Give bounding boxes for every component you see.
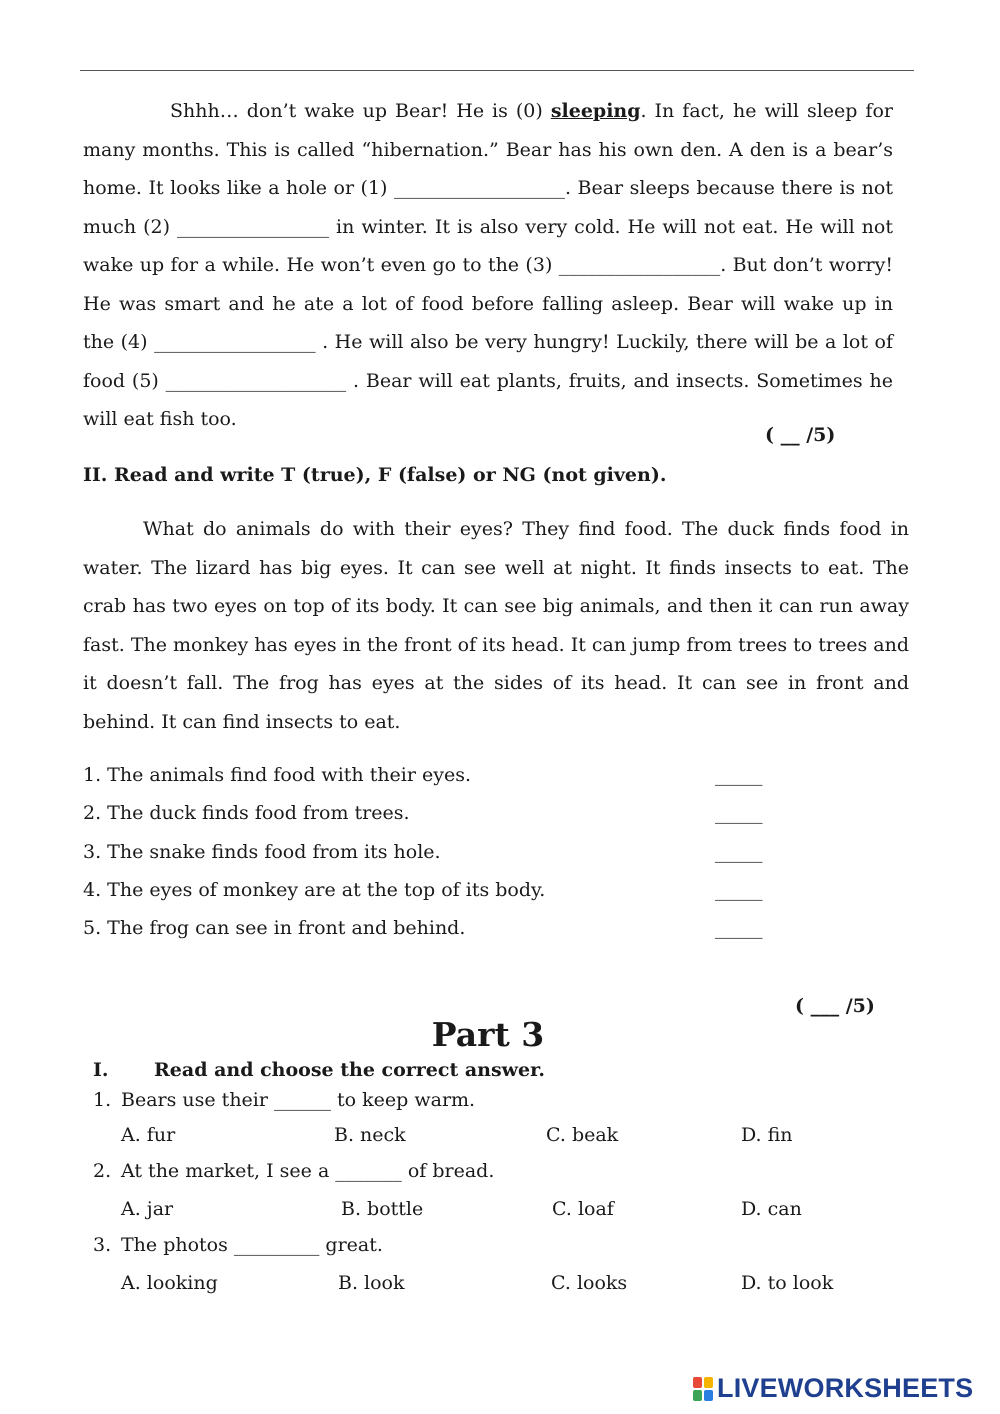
answer-blank-5[interactable]: _____ xyxy=(715,917,763,939)
liveworksheets-logo[interactable] xyxy=(693,1373,973,1404)
eyes-passage xyxy=(83,510,909,741)
statement-5: 5. The frog can see in front and behind. xyxy=(83,917,466,939)
option-1c[interactable]: C. beak xyxy=(546,1124,619,1146)
option-3b[interactable]: B. look xyxy=(338,1272,405,1294)
statement-2: 2. The duck finds food from trees. xyxy=(83,802,410,824)
question-stem-3: The photos _________ great. xyxy=(121,1234,383,1256)
option-2a[interactable]: A. jar xyxy=(121,1198,174,1220)
statement-3: 3. The snake finds food from its hole. xyxy=(83,841,441,863)
logo-block xyxy=(704,1377,713,1388)
option-2b[interactable]: B. bottle xyxy=(341,1198,424,1220)
option-1a[interactable]: A. fur xyxy=(121,1124,176,1146)
section-heading-2: II. Read and write T (true), F (false) or NG (not given). xyxy=(83,464,667,486)
score-part-2: ( ___ /5) xyxy=(795,995,875,1017)
question-stem-2: At the market, I see a _______ of bread. xyxy=(121,1160,495,1182)
option-3c[interactable]: C. looks xyxy=(551,1272,628,1294)
logo-block xyxy=(704,1390,713,1401)
answer-blank-1[interactable]: _____ xyxy=(715,764,763,786)
logo-block xyxy=(693,1377,702,1388)
option-2c[interactable]: C. loaf xyxy=(552,1198,614,1220)
statement-1: 1. The animals find food with their eyes. xyxy=(83,764,472,786)
option-1b[interactable]: B. neck xyxy=(334,1124,406,1146)
logo-block xyxy=(693,1390,702,1401)
eyes-passage-text: What do animals do with their eyes? They find food. The duck finds food in water. The lizard has big eyes. It can see well at night. It finds insects to eat. The crab has two eyes on top of its body. It can see big animals, and then it can run away fast. The monkey has eyes in the front of its head. It can jump from trees to trees and it doesn’t fall. The frog has eyes at the sides of its head. It can see in front and behind. It can find insects to eat. xyxy=(83,518,909,733)
option-3a[interactable]: A. looking xyxy=(121,1272,218,1294)
question-number-1: 1. xyxy=(93,1089,112,1111)
passage-text-b: . In fact, he will sleep for many months. This is called “hibernation.” Bear has his own den. A den is a bear’s home. It looks like a hole or (1) __________________. Bear sleeps because there is not much (2) ________________ in winter. It is also very cold. He will not eat. He will not wake up for a while. He won’t even go to the (3) _________________. But don’t worry! He was smart and he ate a lot of food before falling asleep. Bear will wake up in the (4) _________________ . He will also be very hungry! Luckily, there will be a lot of food (5) ___________________ . Bear will eat plants, fruits, and insects. Sometimes he will eat fish too. xyxy=(83,100,893,430)
option-1d[interactable]: D. fin xyxy=(741,1124,793,1146)
score-part-1: ( __ /5) xyxy=(765,424,836,446)
answer-blank-3[interactable]: _____ xyxy=(715,841,763,863)
passage-text-a: Shhh… don’t wake up Bear! He is (0) xyxy=(170,100,551,122)
option-3d[interactable]: D. to look xyxy=(741,1272,834,1294)
logo-blocks-icon xyxy=(693,1377,713,1401)
header-rule xyxy=(80,70,914,71)
option-2d[interactable]: D. can xyxy=(741,1198,802,1220)
question-number-2: 2. xyxy=(93,1160,112,1182)
question-stem-1: Bears use their ______ to keep warm. xyxy=(121,1089,476,1111)
statement-4: 4. The eyes of monkey are at the top of its body. xyxy=(83,879,546,901)
section-title: Read and choose the correct answer. xyxy=(154,1059,545,1081)
question-number-3: 3. xyxy=(93,1234,112,1256)
example-answer: sleeping xyxy=(550,100,641,122)
logo-text: LIVEWORKSHEETS xyxy=(717,1373,974,1403)
answer-blank-4[interactable]: _____ xyxy=(715,879,763,901)
part-3-title: Part 3 xyxy=(431,1015,545,1054)
bear-passage xyxy=(83,92,893,439)
section-number: I. xyxy=(93,1059,109,1081)
answer-blank-2[interactable]: _____ xyxy=(715,802,763,824)
